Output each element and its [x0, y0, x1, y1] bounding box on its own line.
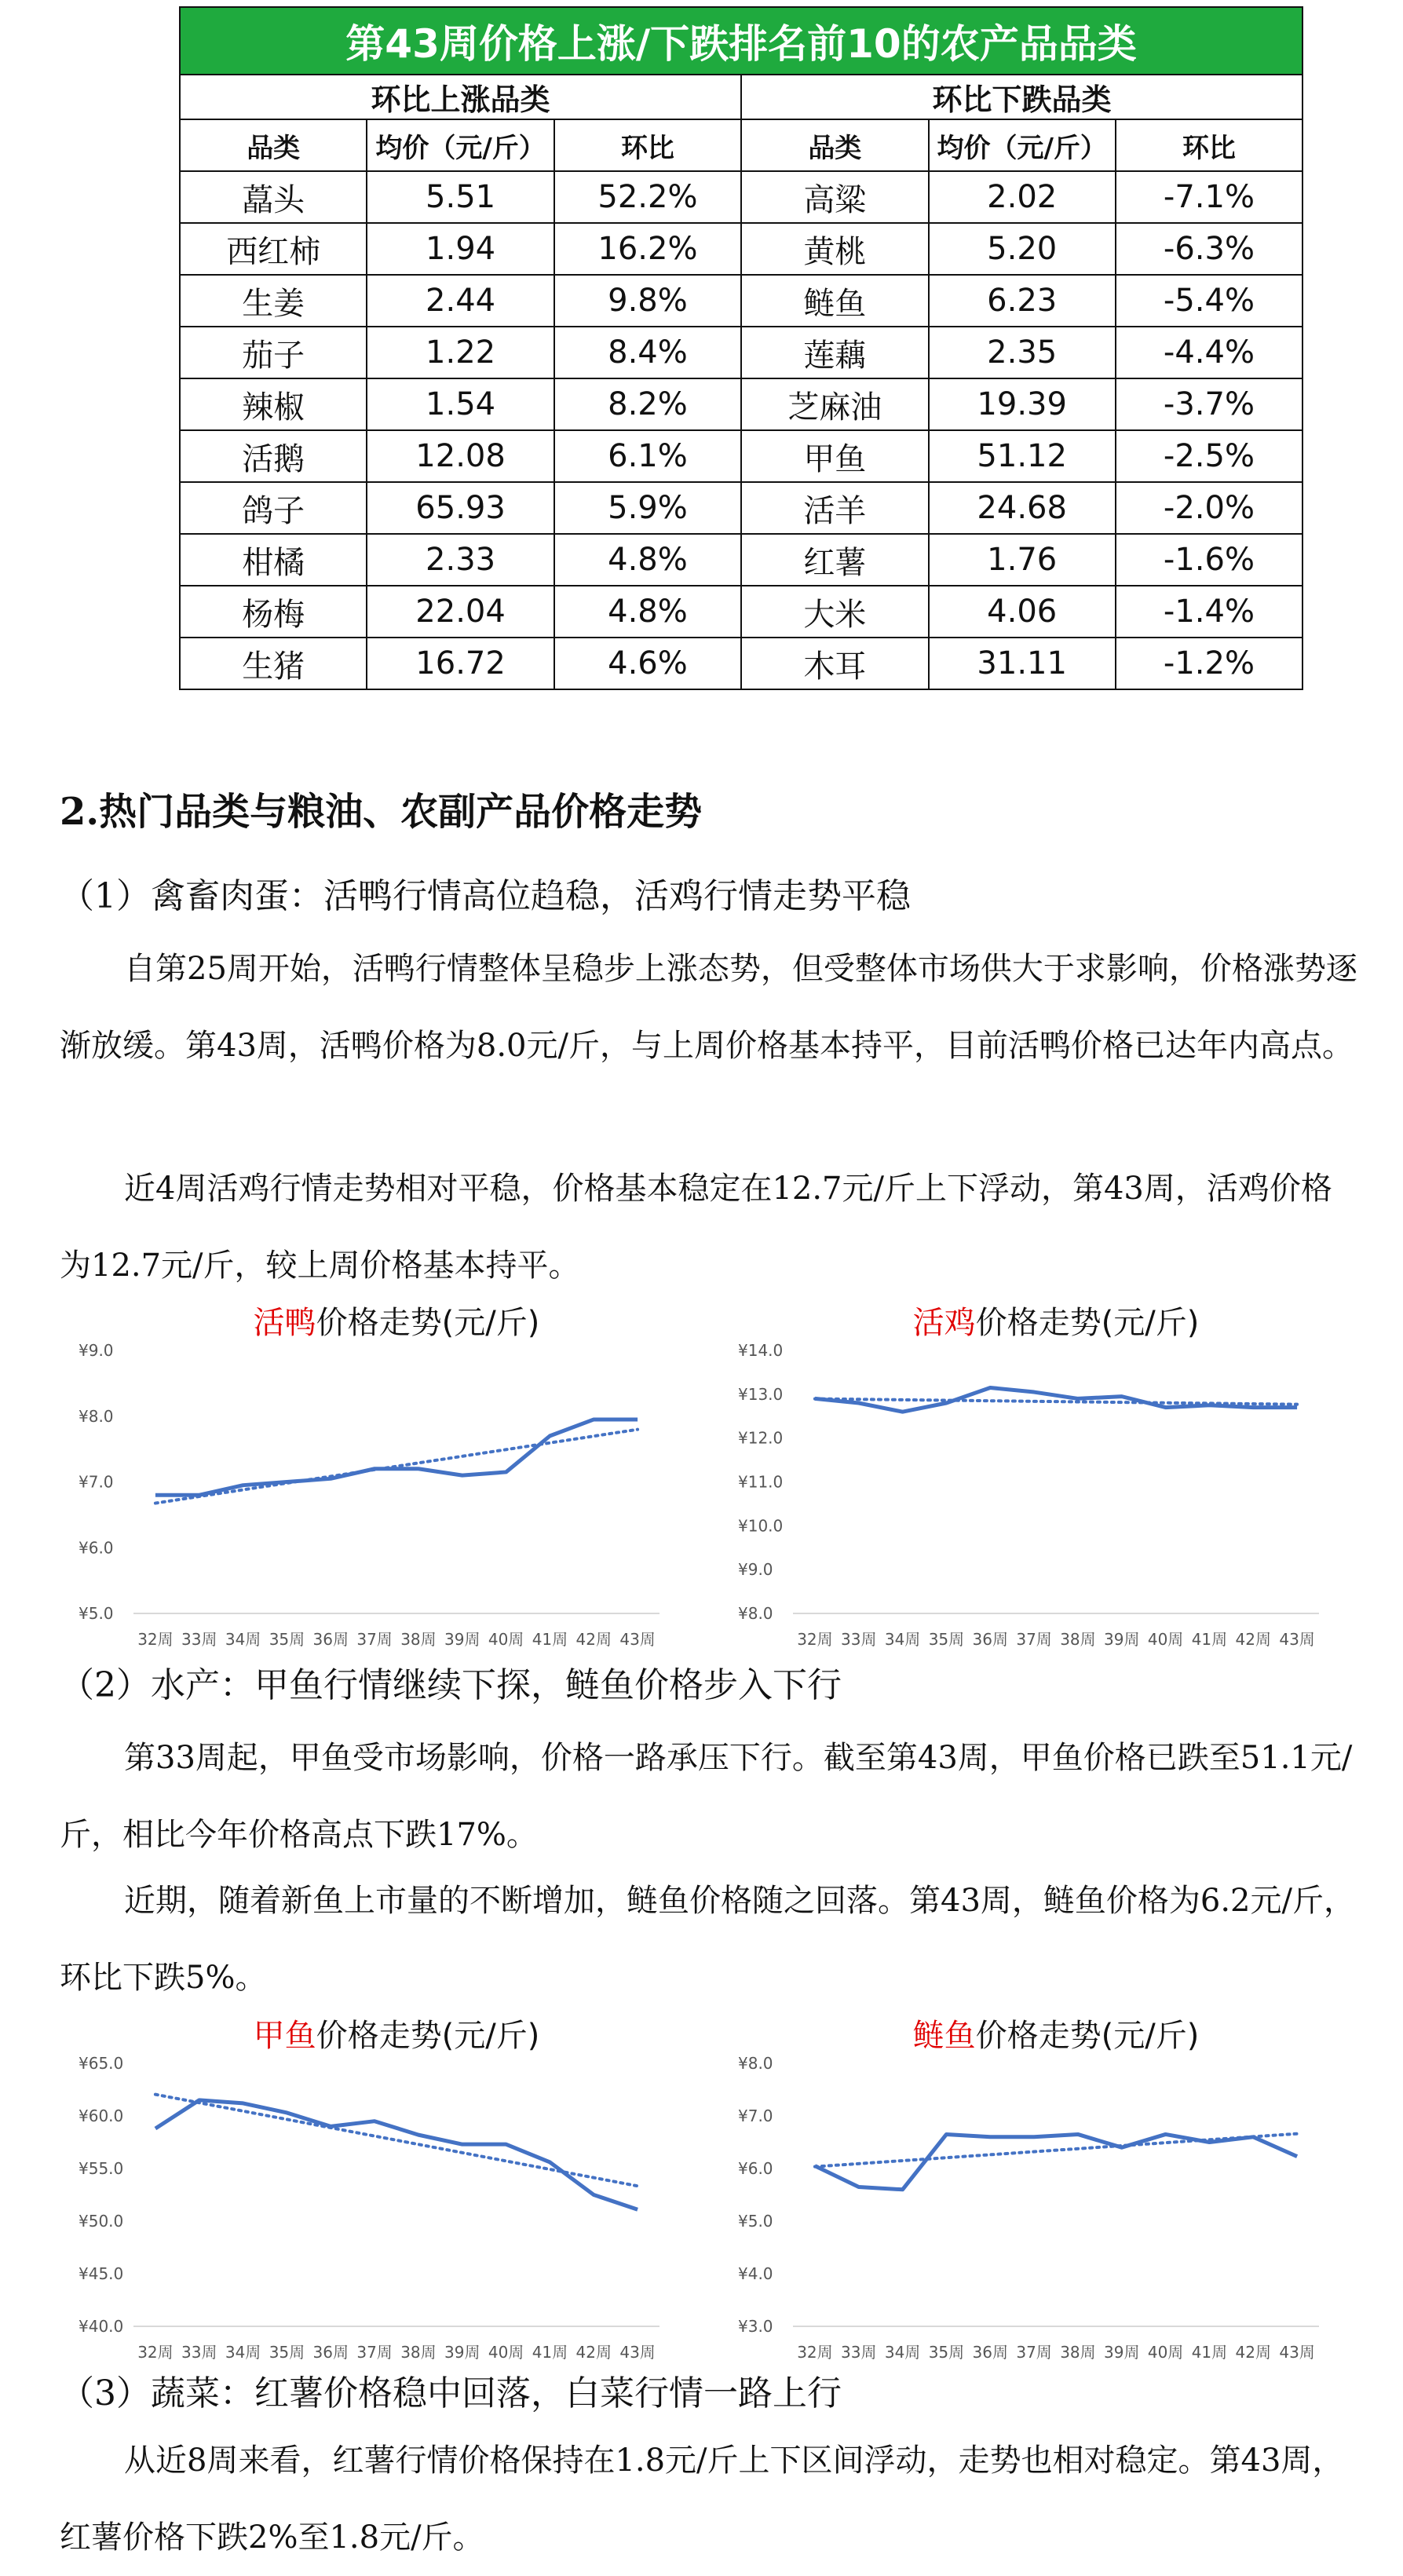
silver-carp-chart-svg — [714, 2016, 1343, 2362]
table-cell: 1.22 — [367, 327, 554, 378]
chart-title-highlight: 活鸭 — [253, 1305, 316, 1341]
y-tick-label: ¥65.0 — [79, 2054, 124, 2073]
table-row — [180, 586, 1303, 638]
section-title: 2.热门品类与粮油、农副产品价格走势 — [60, 790, 703, 834]
y-tick-label: ¥4.0 — [738, 2264, 773, 2283]
x-tick-label: 35周 — [928, 2343, 965, 2362]
table-cell: 65.93 — [367, 482, 554, 534]
y-tick-label: ¥40.0 — [79, 2317, 124, 2336]
table-cell: 藠头 — [180, 171, 367, 223]
x-tick-label: 39周 — [444, 2343, 480, 2362]
subsection-poultry: （1）禽畜肉蛋：活鸭行情高位趋稳，活鸡行情走势平稳 — [60, 876, 911, 916]
table-body — [180, 171, 1303, 689]
y-tick-label: ¥3.0 — [738, 2317, 773, 2336]
table-cell: 莲藕 — [741, 327, 928, 378]
table-header-cell: 均价（元/斤） — [367, 119, 554, 171]
trend-line — [815, 1399, 1297, 1405]
table-cell: 黄桃 — [741, 223, 928, 275]
x-tick-label: 32周 — [137, 2343, 174, 2362]
table-title: 第43周价格上涨/下跌排名前10的农产品品类 — [180, 7, 1303, 75]
x-tick-label: 38周 — [1060, 1630, 1096, 1649]
down-group-title: 环比下跌品类 — [741, 75, 1303, 119]
y-tick-label: ¥50.0 — [79, 2212, 124, 2231]
x-tick-label: 35周 — [269, 1630, 305, 1649]
x-tick-label: 42周 — [1235, 2343, 1271, 2362]
chart-title-rest: 价格走势(元/斤) — [316, 1305, 540, 1341]
table-header-cell: 品类 — [180, 119, 367, 171]
table-cell: 高粱 — [741, 171, 928, 223]
chart-title — [254, 1305, 540, 1341]
table-cell: 2.02 — [929, 171, 1116, 223]
chicken-price-chart — [714, 1303, 1343, 1649]
x-tick-label: 40周 — [1147, 1630, 1184, 1649]
table-cell: 1.76 — [929, 534, 1116, 586]
table-cell: 柑橘 — [180, 534, 367, 586]
x-tick-label: 32周 — [137, 1630, 174, 1649]
y-tick-label: ¥6.0 — [79, 1538, 114, 1558]
table-cell: 19.39 — [929, 378, 1116, 430]
paragraph-sweet-potato: 从近8周来看，红薯行情价格保持在1.8元/斤上下区间浮动，走势也相对稳定。第43周，红薯价格下跌2%至1.8元/斤。 — [60, 2443, 1344, 2556]
y-tick-label: ¥12.0 — [738, 1428, 784, 1448]
x-tick-label: 37周 — [356, 2343, 393, 2362]
x-tick-label: 42周 — [575, 2343, 612, 2362]
table-cell: 4.06 — [929, 586, 1116, 638]
duck-price-chart — [55, 1303, 683, 1649]
up-group-title: 环比上涨品类 — [180, 75, 741, 119]
table-cell: 8.2% — [554, 378, 741, 430]
table-cell: 5.51 — [367, 171, 554, 223]
x-tick-label: 34周 — [884, 1630, 921, 1649]
table-cell: 5.20 — [929, 223, 1116, 275]
table-cell: 芝麻油 — [741, 378, 928, 430]
table-cell: -2.0% — [1116, 482, 1303, 534]
table-cell: -1.6% — [1116, 534, 1303, 586]
table-cell: 2.44 — [367, 275, 554, 327]
table-cell: 5.9% — [554, 482, 741, 534]
duck-chart-svg — [55, 1303, 683, 1649]
table-cell: -2.5% — [1116, 430, 1303, 482]
x-tick-label: 42周 — [575, 1630, 612, 1649]
table-cell: 2.35 — [929, 327, 1116, 378]
chart-title-highlight: 甲鱼 — [253, 2018, 316, 2054]
chicken-chart-svg — [714, 1303, 1343, 1649]
x-tick-label: 43周 — [1279, 1630, 1315, 1649]
table-cell: 木耳 — [741, 638, 928, 689]
chart-title-rest: 价格走势(元/斤) — [316, 2018, 540, 2054]
x-tick-label: 37周 — [356, 1630, 393, 1649]
table-cell: 12.08 — [367, 430, 554, 482]
table-row — [180, 223, 1303, 275]
x-tick-label: 33周 — [181, 2343, 217, 2362]
subsection-aquatic: （2）水产：甲鱼行情继续下探，鲢鱼价格步入下行 — [60, 1665, 842, 1705]
price-series-line — [155, 2100, 638, 2209]
x-tick-label: 39周 — [1104, 1630, 1140, 1649]
table-cell: 茄子 — [180, 327, 367, 378]
table-cell: 22.04 — [367, 586, 554, 638]
y-tick-label: ¥8.0 — [738, 2054, 773, 2073]
x-tick-label: 39周 — [1104, 2343, 1140, 2362]
table-cell: -1.4% — [1116, 586, 1303, 638]
table-cell: 2.33 — [367, 534, 554, 586]
chart-title — [913, 1305, 1200, 1341]
table-row — [180, 534, 1303, 586]
table-cell: 16.72 — [367, 638, 554, 689]
y-tick-label: ¥11.0 — [738, 1472, 784, 1492]
table-cell: 6.23 — [929, 275, 1116, 327]
table-cell: 甲鱼 — [741, 430, 928, 482]
table-cell: 6.1% — [554, 430, 741, 482]
y-tick-label: ¥45.0 — [79, 2264, 124, 2283]
x-tick-label: 41周 — [1191, 1630, 1228, 1649]
x-tick-label: 41周 — [532, 2343, 568, 2362]
y-tick-label: ¥55.0 — [79, 2159, 124, 2178]
y-tick-label: ¥13.0 — [738, 1384, 784, 1404]
table-row — [180, 482, 1303, 534]
x-tick-label: 34周 — [225, 1630, 261, 1649]
x-tick-label: 36周 — [312, 2343, 349, 2362]
x-tick-label: 36周 — [972, 1630, 1008, 1649]
table-cell: 4.6% — [554, 638, 741, 689]
y-tick-label: ¥8.0 — [79, 1406, 114, 1426]
x-tick-label: 33周 — [841, 2343, 877, 2362]
table-cell: 鸽子 — [180, 482, 367, 534]
x-tick-label: 43周 — [619, 2343, 656, 2362]
silver-carp-price-chart — [714, 2016, 1343, 2362]
y-tick-label: ¥6.0 — [738, 2159, 773, 2178]
paragraph-chicken: 近4周活鸡行情走势相对平稳，价格基本稳定在12.7元/斤上下浮动，第43周，活鸡价格为12.7元/斤，较上周价格基本持平。 — [60, 1171, 1332, 1284]
table-cell: 鲢鱼 — [741, 275, 928, 327]
table-cell: 16.2% — [554, 223, 741, 275]
table-cell: -6.3% — [1116, 223, 1303, 275]
table-cell: 51.12 — [929, 430, 1116, 482]
y-tick-label: ¥5.0 — [738, 2212, 773, 2231]
table-cell: 活鹅 — [180, 430, 367, 482]
price-rank-table — [179, 6, 1303, 690]
y-tick-label: ¥7.0 — [738, 2106, 773, 2125]
y-tick-label: ¥9.0 — [79, 1341, 114, 1360]
y-tick-label: ¥60.0 — [79, 2106, 124, 2125]
trend-line — [155, 1430, 638, 1504]
table-row — [180, 430, 1303, 482]
x-tick-label: 33周 — [181, 1630, 217, 1649]
table-cell: -1.2% — [1116, 638, 1303, 689]
table-cell: 8.4% — [554, 327, 741, 378]
price-rank-table-wrap — [179, 6, 1303, 690]
x-tick-label: 40周 — [488, 1630, 524, 1649]
table-cell: 西红柿 — [180, 223, 367, 275]
x-tick-label: 38周 — [400, 2343, 437, 2362]
table-cell: 4.8% — [554, 586, 741, 638]
y-tick-label: ¥9.0 — [738, 1560, 773, 1580]
x-tick-label: 32周 — [797, 1630, 833, 1649]
table-cell: 辣椒 — [180, 378, 367, 430]
x-tick-label: 33周 — [841, 1630, 877, 1649]
table-cell: 生猪 — [180, 638, 367, 689]
table-cell: -5.4% — [1116, 275, 1303, 327]
chart-title — [913, 2018, 1200, 2054]
x-tick-label: 37周 — [1016, 1630, 1052, 1649]
paragraph-turtle: 第33周起，甲鱼受市场影响，价格一路承压下行。截至第43周，甲鱼价格已跌至51.1元/斤，相比今年价格高点下跌17%。 — [60, 1740, 1353, 1853]
table-cell: 9.8% — [554, 275, 741, 327]
chart-title-rest: 价格走势(元/斤) — [975, 2018, 1200, 2054]
chart-title-highlight: 活鸡 — [912, 1305, 976, 1341]
chart-title — [254, 2018, 540, 2054]
table-cell: 活羊 — [741, 482, 928, 534]
table-header-cell: 环比 — [554, 119, 741, 171]
chart-title-highlight: 鲢鱼 — [912, 2018, 976, 2054]
table-cell: 24.68 — [929, 482, 1116, 534]
x-tick-label: 34周 — [884, 2343, 921, 2362]
table-cell: -3.7% — [1116, 378, 1303, 430]
paragraph-duck: 自第25周开始，活鸭行情整体呈稳步上涨态势，但受整体市场供大于求影响，价格涨势逐渐放缓。第43周，活鸭价格为8.0元/斤，与上周价格基本持平，目前活鸭价格已达年内高点。 — [60, 951, 1357, 1064]
x-tick-label: 40周 — [1147, 2343, 1184, 2362]
y-tick-label: ¥14.0 — [738, 1341, 784, 1360]
table-cell: 1.54 — [367, 378, 554, 430]
table-cell: 1.94 — [367, 223, 554, 275]
table-row — [180, 171, 1303, 223]
chart-title-rest: 价格走势(元/斤) — [975, 1305, 1200, 1341]
table-cell: 大米 — [741, 586, 928, 638]
x-tick-label: 39周 — [444, 1630, 480, 1649]
y-tick-label: ¥7.0 — [79, 1472, 114, 1492]
table-cell: 红薯 — [741, 534, 928, 586]
paragraph-silver-carp: 近期，随着新鱼上市量的不断增加，鲢鱼价格随之回落。第43周，鲢鱼价格为6.2元/斤，环比下跌5%。 — [60, 1883, 1355, 1996]
table-cell: -7.1% — [1116, 171, 1303, 223]
y-tick-label: ¥5.0 — [79, 1604, 114, 1623]
turtle-chart-svg — [55, 2016, 683, 2362]
table-cell: 31.11 — [929, 638, 1116, 689]
x-tick-label: 36周 — [972, 2343, 1008, 2362]
y-tick-label: ¥8.0 — [738, 1604, 773, 1623]
x-tick-label: 37周 — [1016, 2343, 1052, 2362]
table-cell: 杨梅 — [180, 586, 367, 638]
table-cell: -4.4% — [1116, 327, 1303, 378]
x-tick-label: 36周 — [312, 1630, 349, 1649]
x-tick-label: 43周 — [619, 1630, 656, 1649]
table-header-row — [180, 119, 1303, 171]
x-tick-label: 38周 — [1060, 2343, 1096, 2362]
x-tick-label: 41周 — [1191, 2343, 1228, 2362]
price-series-line — [155, 1420, 638, 1495]
table-cell: 生姜 — [180, 275, 367, 327]
x-tick-label: 34周 — [225, 2343, 261, 2362]
table-cell: 52.2% — [554, 171, 741, 223]
subsection-vegetables: （3）蔬菜：红薯价格稳中回落，白菜行情一路上行 — [60, 2373, 842, 2413]
x-tick-label: 32周 — [797, 2343, 833, 2362]
y-tick-label: ¥10.0 — [738, 1516, 784, 1536]
x-tick-label: 43周 — [1279, 2343, 1315, 2362]
x-tick-label: 42周 — [1235, 1630, 1271, 1649]
x-tick-label: 35周 — [269, 2343, 305, 2362]
x-tick-label: 41周 — [532, 1630, 568, 1649]
x-tick-label: 38周 — [400, 1630, 437, 1649]
table-header-cell: 品类 — [741, 119, 928, 171]
x-tick-label: 40周 — [488, 2343, 524, 2362]
table-cell: 4.8% — [554, 534, 741, 586]
x-tick-label: 35周 — [928, 1630, 965, 1649]
table-row — [180, 275, 1303, 327]
turtle-price-chart — [55, 2016, 683, 2362]
table-header-cell: 环比 — [1116, 119, 1303, 171]
table-row — [180, 638, 1303, 689]
table-row — [180, 327, 1303, 378]
table-header-cell: 均价（元/斤） — [929, 119, 1116, 171]
table-row — [180, 378, 1303, 430]
